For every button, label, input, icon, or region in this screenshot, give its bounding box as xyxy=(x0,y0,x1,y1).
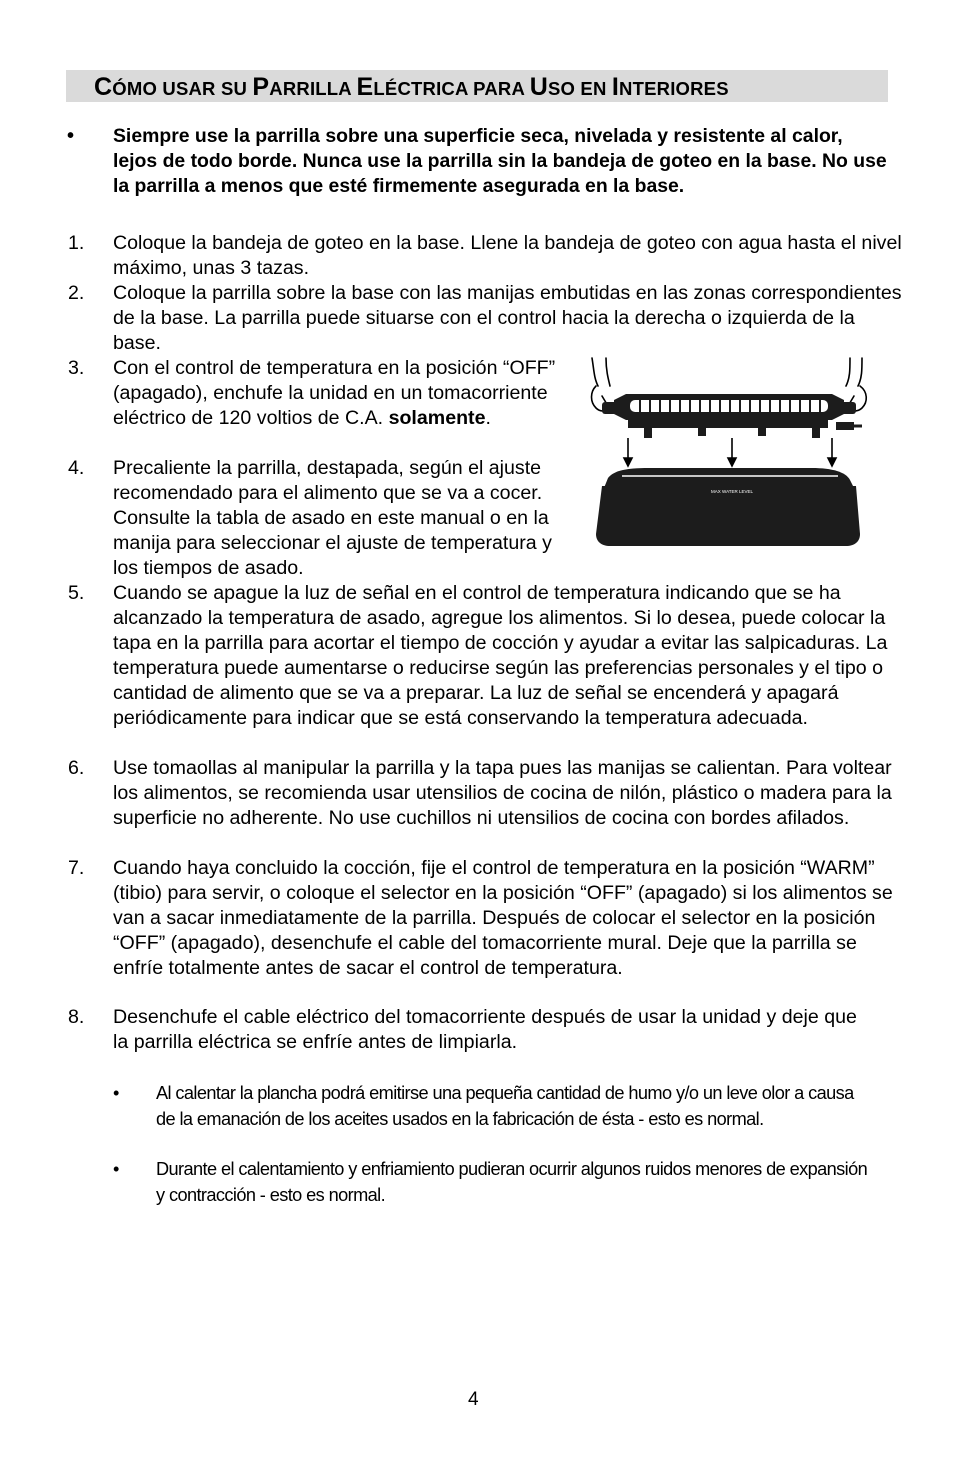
step-text: Coloque la bandeja de goteo en la base. Llene la bandeja de goteo con agua hasta el nivel máximo, unas 3 tazas. xyxy=(113,232,902,279)
step-text: Cuando se apague la luz de señal en el control de temperatura indicando que se ha alcanzado la temperatura de asado, agregue los alimentos. Si lo desea, puede colocar la tapa en la parrilla para acortar el tiempo de cocción y ayudar a evitar las salpicaduras. La temperatura puede aumentarse o reducirse según las preferencias personales y el tipo o cantidad de alimento que se va a preparar. La luz de señal se encenderá y apagará periódicamente para indicar que se está conservando la temperatura adecuada. xyxy=(113,582,888,729)
step-number: 3. xyxy=(68,357,85,379)
emphasis-text: solamente xyxy=(388,407,486,429)
step-text: Use tomaollas al manipular la parrilla y la tapa pues las manijas se calientan. Para voltear los alimentos, se recomienda usar utensilios de cocina de nilón, plástico o madera para la superficie no adherente. No use cuchillos ni utensilios de cocina con bordes afilados. xyxy=(113,757,892,829)
step-text: Coloque la parrilla sobre la base con las manijas embutidas en las zonas correspondientes de la base. La parrilla puede situarse con el control hacia la derecha o izquierda de la base. xyxy=(113,282,902,354)
step-number: 4. xyxy=(68,457,85,479)
step-number: 1. xyxy=(68,232,85,254)
grill-plate-icon xyxy=(602,394,862,438)
section-title: CÓMO USAR SU PARRILLA ELÉCTRICA PARA USO EN INTERIORES xyxy=(94,73,729,101)
note-text: Al calentar la plancha podrá emitirse una pequeña cantidad de humo y/o un leve olor a causa de la emanación de los aceites usados en la fabricación de ésta - esto es normal. xyxy=(156,1083,854,1129)
bullet-symbol: • xyxy=(113,1083,119,1103)
step-number: 8. xyxy=(68,1006,85,1028)
step-text: Cuando haya concluido la cocción, fije el control de temperatura en la posición “WARM” (tibio) para servir, o coloque el selector en la posición “OFF” (apagado) si los alimentos se van a sacar inmediatamente de la parrilla. Después de colocar el selector en la posición “OFF” (apagado), desenchufe el cable del tomacorriente mural. Deje que la parrilla se enfríe totalmente antes de sacar el control de temperatura. xyxy=(113,857,893,979)
page-number: 4 xyxy=(468,1389,479,1410)
note-text: Durante el calentamiento y enfriamiento pudieran ocurrir algunos ruidos menores de expansión y contracción - esto es normal. xyxy=(156,1159,868,1205)
bullet-symbol: • xyxy=(67,125,75,147)
drip-tray-base-icon xyxy=(596,468,860,546)
grill-assembly-illustration xyxy=(588,356,870,552)
step-number: 6. xyxy=(68,757,85,779)
step-number: 5. xyxy=(68,582,85,604)
bullet-symbol: • xyxy=(113,1159,119,1179)
section-title-bar xyxy=(66,70,888,102)
step-number: 7. xyxy=(68,857,85,879)
safety-warning-text: Siempre use la parrilla sobre una superficie seca, nivelada y resistente al calor, lejos de todo borde. Nunca use la parrilla sin la bandeja de goteo en la base. No use la parrilla a menos que esté firmemente asegurada en la base. xyxy=(113,125,887,197)
step-text: Con el control de temperatura en la posición “OFF” (apagado), enchufe la unidad en un tomacorriente eléctrico de 120 voltios de C.A. solamente. xyxy=(113,357,556,429)
down-arrow-icon xyxy=(624,438,836,466)
step-text: Precaliente la parrilla, destapada, según el ajuste recomendado para el alimento que se va a cocer. Consulte la tabla de asado en este manual o en la manija para seleccionar el ajuste de temperatura y los tiempos de asado. xyxy=(113,457,552,579)
step-text: Desenchufe el cable eléctrico del tomacorriente después de usar la unidad y deje que la parrilla eléctrica se enfríe antes de limpiarla. xyxy=(113,1006,857,1053)
max-water-level-label: MAX WATER LEVEL xyxy=(710,489,754,494)
step-number: 2. xyxy=(68,282,85,304)
